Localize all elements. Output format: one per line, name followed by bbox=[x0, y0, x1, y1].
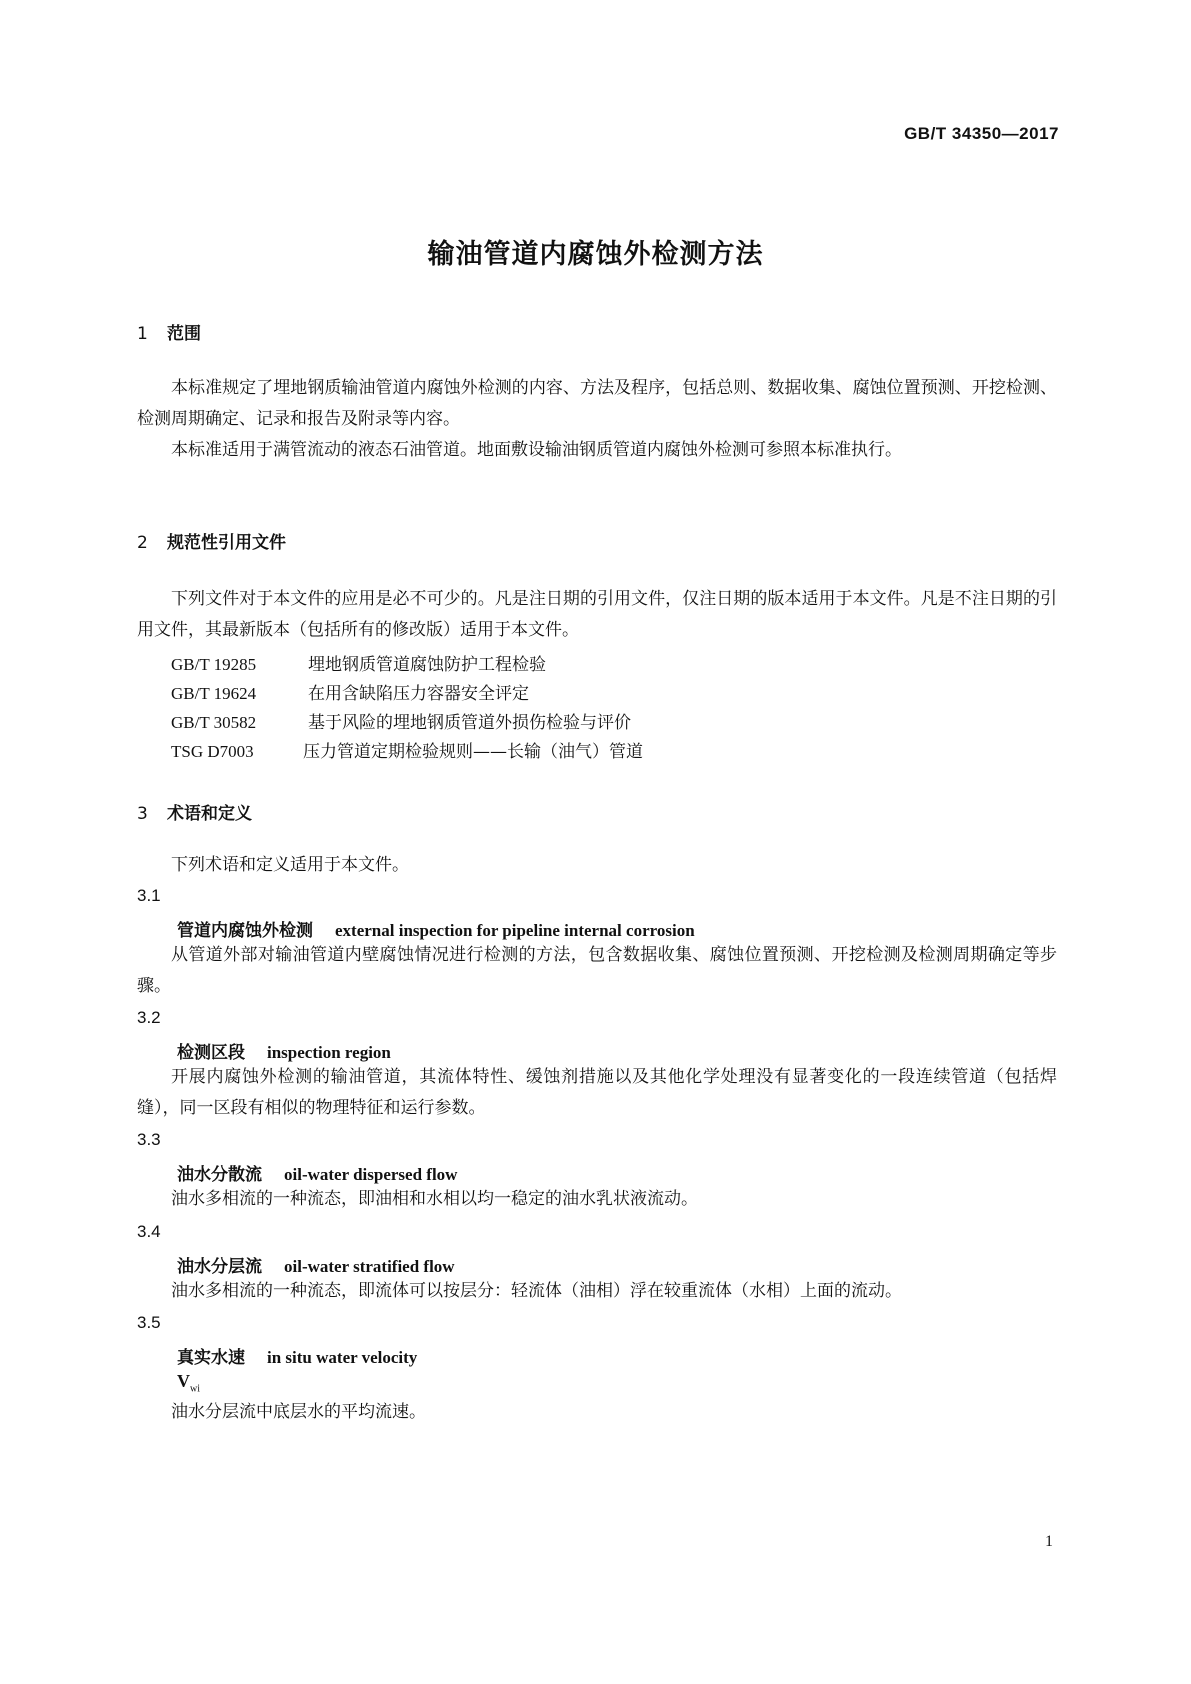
term-definition: 油水多相流的一种流态，即流体可以按层分：轻流体（油相）浮在较重流体（水相）上面的流动。 bbox=[171, 1281, 902, 1301]
paragraph: 下列文件对于本文件的应用是必不可少的。凡是注日期的引用文件，仅注日期的版本适用于本文件。凡是不注日期的引用文件，其最新版本（包括所有的修改版）适用于本文件。 bbox=[137, 589, 1057, 640]
document-title: 输油管道内腐蚀外检测方法 bbox=[427, 239, 764, 270]
term-number: 3.4 bbox=[137, 1222, 161, 1241]
paragraph: 本标准适用于满管流动的液态石油管道。地面敷设输油钢质管道内腐蚀外检测可参照本标准执行。 bbox=[171, 440, 902, 460]
section-heading-2: 2 规范性引用文件 bbox=[137, 533, 286, 553]
term-number: 3.2 bbox=[137, 1008, 161, 1027]
term-heading: 管道内腐蚀外检测 external inspection for pipeline internal corrosion bbox=[177, 921, 695, 941]
section-heading-1: 1 范围 bbox=[137, 324, 201, 344]
term-definition: 油水分层流中底层水的平均流速。 bbox=[171, 1402, 426, 1422]
term-heading: 检测区段 inspection region bbox=[177, 1043, 391, 1063]
term-definition: 从管道外部对输油管道内壁腐蚀情况进行检测的方法，包含数据收集、腐蚀位置预测、开挖检测及检测周期确定等步骤。 bbox=[137, 945, 1057, 996]
term-heading: 油水分散流 oil-water dispersed flow bbox=[177, 1165, 458, 1185]
term-number: 3.5 bbox=[137, 1313, 161, 1332]
term-number: 3.1 bbox=[137, 886, 161, 905]
term-definition: 开展内腐蚀外检测的输油管道，其流体特性、缓蚀剂措施以及其他化学处理没有显著变化的一段连续管道（包括焊缝），同一区段有相似的物理特征和运行参数。 bbox=[137, 1067, 1057, 1118]
reference-item: GB/T 19285 埋地钢质管道腐蚀防护工程检验 bbox=[171, 655, 546, 675]
paragraph: 本标准规定了埋地钢质输油管道内腐蚀外检测的内容、方法及程序，包括总则、数据收集、腐蚀位置预测、开挖检测、检测周期确定、记录和报告及附录等内容。 bbox=[137, 378, 1057, 429]
term-heading: 真实水速 in situ water velocity bbox=[177, 1348, 418, 1368]
term-symbol: $V_{wi}$ bbox=[177, 1371, 200, 1395]
reference-item: GB/T 19624 在用含缺陷压力容器安全评定 bbox=[171, 684, 529, 704]
reference-item: TSG D7003 压力管道定期检验规则——长输（油气）管道 bbox=[171, 742, 643, 762]
standard-number: GB/T 34350—2017 bbox=[904, 124, 1059, 143]
paragraph: 下列术语和定义适用于本文件。 bbox=[171, 855, 409, 875]
section-heading-3: 3 术语和定义 bbox=[137, 804, 252, 824]
reference-item: GB/T 30582 基于风险的埋地钢质管道外损伤检验与评价 bbox=[171, 713, 631, 733]
term-heading: 油水分层流 oil-water stratified flow bbox=[177, 1257, 455, 1277]
page-number: 1 bbox=[1045, 1533, 1053, 1550]
term-number: 3.3 bbox=[137, 1130, 161, 1149]
term-definition: 油水多相流的一种流态，即油相和水相以均一稳定的油水乳状液流动。 bbox=[171, 1189, 698, 1209]
